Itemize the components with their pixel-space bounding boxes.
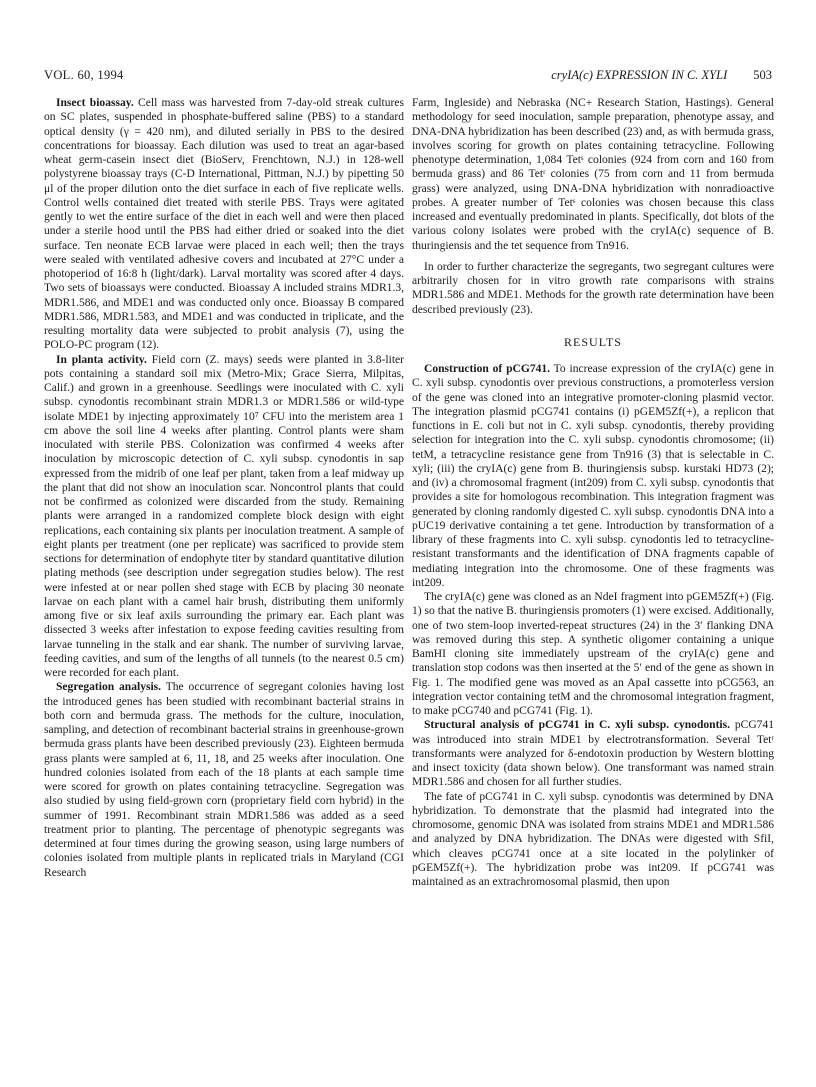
volume-label: VOL. 60, 1994 [44,68,124,82]
paragraph-text: The occurrence of segregant colonies having lost the introduced genes has been studied with recombinant bacterial strains in both corn and bermuda grass. The methods for the culture, inoculation, sampling, and detection of recombinant bacterial strains in greenhouse-grown bermuda grass plants have been described previously (23). Eighteen bermuda grass plants were sampled at 6, 11, 18, and 25 weeks after inoculation. One hundred colonies isolated from each of the 18 plants at each sample time were scored for growth on plates containing tetracycline. Segregation was also studied by using field-grown corn (proprietary field corn hybrid) in the summer of 1991. Recombinant strain MDR1.586 was added as a seed treatment prior to planting. The percentage of phenotypic segregants was determined at four times during the growing season, using large numbers of colonies isolated from multiple plants in replicated trials in Maryland (CGI Research [44,681,404,879]
paragraph-structural-analysis [412,718,774,789]
paragraph-cloning: The cryIA(c) gene was cloned as an NdeI fragment into pGEM5Zf(+) (Fig. 1) so that the native B. thuringiensis promoters (1) were excised. Additionally, one of two stem-loop inverted-repeat structures (24) in the 3′ flanking DNA was removed during this step. A synthetic oligomer containing a unique BamHI cloning site immediately upstream of the cryIA(c) gene and translation stop codons was then inserted at the 5′ end of the gene as shown in Fig. 1. The modified gene was moved as an ApaI cassette into pCG563, an integration vector containing tetM and the chromosomal integration fragment, to make pCG740 and pCG741 (Fig. 1). [412,591,774,717]
run-in-heading: Insect bioassay. [56,97,134,109]
running-header [44,68,772,86]
paragraph-insect-bioassay [44,96,404,353]
running-title: cryIA(c) EXPRESSION IN C. XYLI [551,68,728,82]
right-column [412,96,774,1061]
paragraph-segregation [44,680,404,880]
section-heading-results: RESULTS [564,334,622,349]
run-in-heading: Structural analysis of pCG741 in C. xyli subsp. cynodontis. [424,719,731,732]
paragraph-text: To increase expression of the cryIA(c) gene in C. xyli subsp. cynodontis over previous constructions, a promoterless version of the gene was cloned into an integrative promoter-cloning plasmid vector. The integration plasmid pCG741 contains (i) pGEM5Zf(+), a replicon that functions in E. coli but not in C. xyli subsp. cynodontis, thereby providing selection for integration into the C. xyli subsp. cynodontis chromosome; (ii) tetM, a tetracycline resistance gene from Tn916 (3) that is selectable in C. xyli; (iii) the cryIA(c) gene from B. thuringiensis subsp. kurstaki HD73 (2); and (iv) a chromosomal fragment (int209) from C. xyli subsp. cynodontis that provides a site for homologous recombination. This integration fragment was generated by cloning randomly digested C. xyli subsp. cynodontis DNA into a pUC19 derivative containing a tet gene. Introduction by transformation of a library of these fragments into C. xyli subsp. cynodontis led to tetracycline-resistant transformants and the identification of DNA fragments capable of mediating integration into the chromosome. One of these fragments was int209. [412,363,774,589]
paragraph-construction [412,362,774,590]
paragraph-segregant-growth: In order to further characterize the segregants, two segregant cultures were arbitrarily chosen for in vitro growth rate comparisons with strains MDR1.586 and MDE1. Methods for the growth rate determination have been described previously (23). [412,260,774,316]
run-in-heading: Construction of pCG741. [424,363,551,375]
run-in-heading: Segregation analysis. [56,681,162,694]
left-column [44,96,404,1061]
header-right [551,68,772,83]
paragraph-text: Cell mass was harvested from 7-day-old streak cultures on SC plates, suspended in phosphate-buffered saline (PBS) to a standard optical density (γ = 420 nm), and diluted serially in PBS to the desired concentrations for bioassay. Each dilution was used to treat an agar-based wheat germ-casein insect diet (BioServ, Frenchtown, N.J.) in 128-well polystyrene bioassay trays (C-D International, Pittman, N.J.) by pipetting 50 μl of the proper dilution onto the diet surface in each of five replicate wells. Control wells contained diet treated with sterile PBS. Trays were agitated gently to wet the entire surface of the diet in each well and were then placed under a sterile hood until the PBS had either dried or soaked into the diet surface. Ten neonate ECB larvae were placed in each well; then the trays were sealed with ventilated adhesive covers and incubated at 27°C under a photoperiod of 16:8 h (light/dark). Larval mortality was scored after 4 days. Two sets of bioassays were conducted. Bioassay A included strains MDR1.3, MDR1.586, and MDE1 and was conducted only once. Bioassay B compared MDR1.586, MDR1.583, and MDE1 and was conducted in triplicate, and the resulting mortality data were subjected to probit analysis (7), using the POLO-PC program (12). [44,97,404,352]
paragraph-dna-hybridization: The fate of pCG741 in C. xyli subsp. cynodontis was determined by DNA hybridization. To demonstrate that the plasmid had integrated into the chromosome, genomic DNA was isolated from strains MDE1 and MDR1.586 and analyzed by DNA hybridization. The DNAs were digested with SfiI, which cleaves pCG741 once at a site located in the polylinker of pGEM5Zf(+). The hybridization probe was int209. If pCG741 was maintained as an extrachromosomal plasmid, then upon [412,790,774,888]
paragraph-text: Field corn (Z. mays) seeds were planted in 3.8-liter pots containing a standard soil mix (Metro-Mix; Grace Sierra, Milpitas, Calif.) and grown in a greenhouse. Seedlings were inoculated with C. xyli subsp. cynodontis recombinant strain MDR1.3 or MDR1.586 or wild-type isolate MDE1 by injecting approximately 10⁷ CFU into the meristem area 1 cm above the soil line 4 weeks after planting. Control plants were sham inoculated with sterile PBS. Colonization was confirmed 4 weeks after inoculation by microscopic detection of C. xyli subsp. cynodontis in sap expressed from the midrib of one leaf per plant, taken from a leaf midway up the plant that did not show an inoculation scar. Noncontrol plants that could not be confirmed as colonized were discarded from the study. Remaining plants were arranged in a randomized complete block design with eight replications, each containing six plants per inoculation treatment. A sample of eight plants per treatment (one per replicate) was sacrificed to provide stem sections for determination of endophyte titer by standard quantitative dilution plating methods (see description under segregation studies below). The rest were infested at or near pollen shed stage with ECB by placing 30 neonate larvae on each plant with a camel hair brush, distributing them uniformly among five or six leaf axils surrounding the primary ear. Each plant was dissected 3 weeks after infestation to expose feeding cavities resulting from larvae tunneling in the stalk and ear shank. The number of surviving larvae, feeding cavities, and sum of the lengths of all tunnels (to the nearest 0.5 cm) were recorded for each plant. [44,353,404,679]
paragraph-continued: Farm, Ingleside) and Nebraska (NC+ Research Station, Hastings). General methodology for seed inoculation, sample preparation, phenotype assay, and DNA-DNA hybridization has been described (23) and, as with bermuda grass, involves scoring for growth on plates containing tetracycline. Following phenotype determination, 1,084 Tetˢ colonies (924 from corn and 160 from bermuda grass) and 86 Tetʳ colonies (75 from corn and 11 from bermuda grass) were analyzed, using DNA-DNA hybridization with nonradioactive probes. A greater number of Tetˢ colonies was chosen because this class increased and eventually predominated in plants. Specifically, dot blots of the various colony isolates were probed with the cryIA(c) sequence of B. thuringiensis and the tet sequence from Tn916. [412,97,774,252]
paragraph-text: pCG741 was introduced into strain MDE1 by electrotransformation. Several Tetʳ transformants were analyzed for δ-endotoxin production by Western blotting and insect toxicity (data shown below). One transformant was named strain MDR1.586 and chosen for all further studies. [412,719,774,789]
page-number: 503 [753,68,772,82]
run-in-heading: In planta activity. [56,353,147,366]
paragraph-in-planta [44,353,404,681]
